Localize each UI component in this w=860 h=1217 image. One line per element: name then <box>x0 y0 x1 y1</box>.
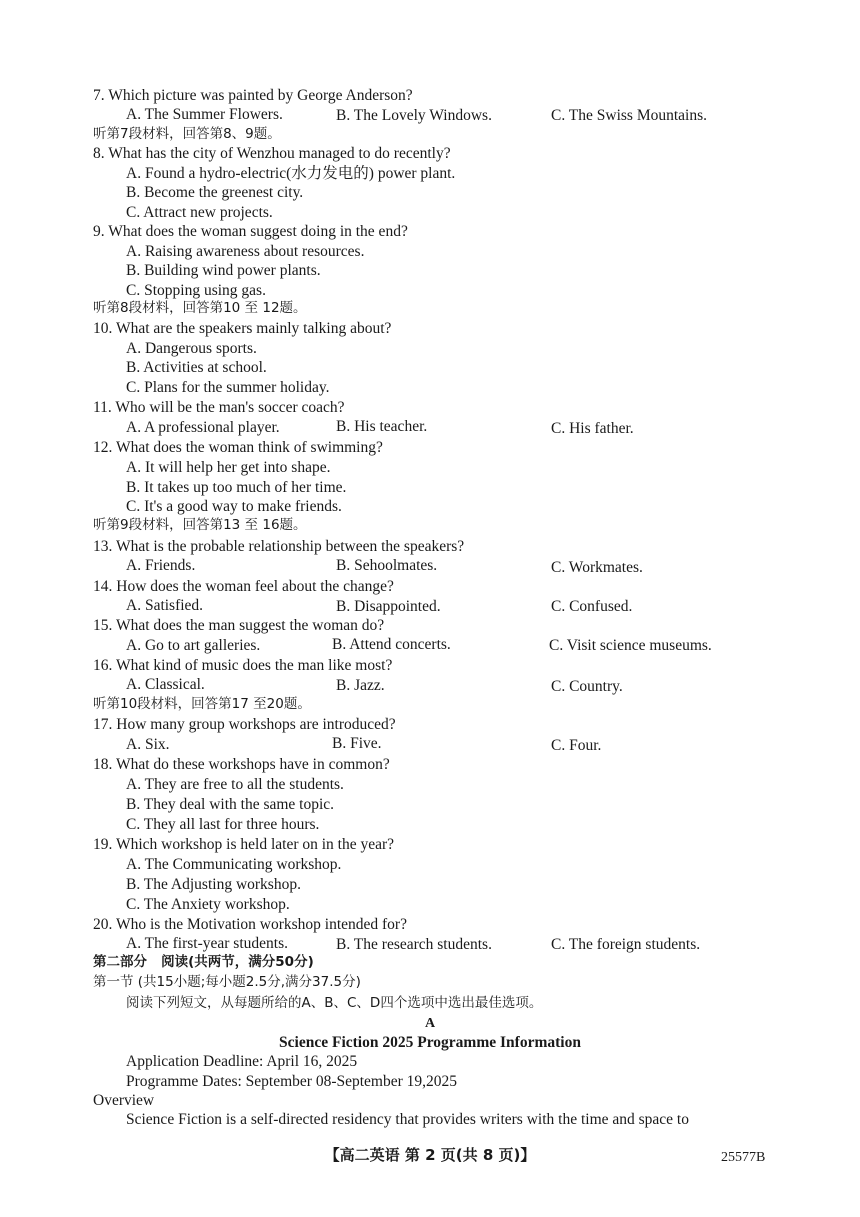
question-8-option-b: B. Become the greenest city. <box>126 184 304 201</box>
question-20-option-c: C. The foreign students. <box>551 936 701 953</box>
question-18-stem: 18. What do these workshops have in common? <box>93 756 390 773</box>
passage-title: Science Fiction 2025 Programme Information <box>279 1034 581 1051</box>
question-19-option-b: B. The Adjusting workshop. <box>126 876 301 893</box>
question-7-option-c: C. The Swiss Mountains. <box>551 107 708 124</box>
question-13-option-b: B. Sehoolmates. <box>336 557 438 574</box>
question-13-option-a: A. Friends. <box>126 557 196 574</box>
part-2-label: 第二部分 <box>93 954 147 970</box>
question-13-option-c: C. Workmates. <box>551 559 643 576</box>
question-17-option-c: C. Four. <box>551 737 602 754</box>
part-2-heading <box>93 953 314 972</box>
question-8-option-a: A. Found a hydro-electric(水力发电的) power plant. <box>126 165 456 182</box>
question-9-stem: 9. What does the woman suggest doing in the end? <box>93 223 408 240</box>
paper-code: 25577B <box>721 1150 766 1165</box>
application-deadline: Application Deadline: April 16, 2025 <box>126 1053 358 1070</box>
question-18-option-c: C. They all last for three hours. <box>126 816 320 833</box>
question-19-option-c: C. The Anxiety workshop. <box>126 896 290 913</box>
programme-dates: Programme Dates: September 08-September 19,2025 <box>126 1073 458 1090</box>
question-20-option-b: B. The research students. <box>336 936 492 953</box>
section-7-instruction: 听第7段材料，回答第8、9题。 <box>93 126 281 142</box>
question-12-option-a: A. It will help her get into shape. <box>126 459 331 476</box>
question-20-option-a: A. The first-year students. <box>126 935 288 952</box>
question-16-stem: 16. What kind of music does the man like most? <box>93 657 393 674</box>
question-16-option-b: B. Jazz. <box>336 677 385 694</box>
question-15-option-c: C. Visit science museums. <box>549 637 712 654</box>
question-9-option-b: B. Building wind power plants. <box>126 262 321 279</box>
question-10-stem: 10. What are the speakers mainly talking about? <box>93 320 392 337</box>
question-15-stem: 15. What does the man suggest the woman do? <box>93 617 385 634</box>
question-16-option-a: A. Classical. <box>126 676 205 693</box>
question-19-stem: 19. Which workshop is held later on in the year? <box>93 836 395 853</box>
question-11-stem: 11. Who will be the man's soccer coach? <box>93 399 345 416</box>
question-8-option-c: C. Attract new projects. <box>126 204 273 221</box>
page-footer-label: 【高二英语 第 2 页(共 8 页)】 <box>324 1146 536 1164</box>
question-19-option-a: A. The Communicating workshop. <box>126 856 342 873</box>
question-20-stem: 20. Who is the Motivation workshop intended for? <box>93 916 407 933</box>
question-15-option-a: A. Go to art galleries. <box>126 637 261 654</box>
section-8-instruction: 听第8段材料，回答第10 至 12题。 <box>93 300 307 316</box>
question-7-option-b: B. The Lovely Windows. <box>336 107 492 124</box>
question-14-stem: 14. How does the woman feel about the change? <box>93 578 394 595</box>
overview-heading: Overview <box>93 1092 155 1109</box>
question-12-option-c: C. It's a good way to make friends. <box>126 498 342 515</box>
question-12-option-b: B. It takes up too much of her time. <box>126 479 347 496</box>
reading-instruction: 阅读下列短文，从每题所给的A、B、C、D四个选项中选出最佳选项。 <box>126 995 543 1011</box>
question-9-option-a: A. Raising awareness about resources. <box>126 243 365 260</box>
question-10-option-a: A. Dangerous sports. <box>126 340 257 357</box>
question-12-stem: 12. What does the woman think of swimming? <box>93 439 383 456</box>
passage-letter: A <box>424 1016 436 1031</box>
question-10-option-c: C. Plans for the summer holiday. <box>126 379 330 396</box>
question-18-option-a: A. They are free to all the students. <box>126 776 344 793</box>
question-8-stem: 8. What has the city of Wenzhou managed to do recently? <box>93 145 451 162</box>
question-14-option-b: B. Disappointed. <box>336 598 441 615</box>
question-7-option-a: A. The Summer Flowers. <box>126 106 283 123</box>
question-17-stem: 17. How many group workshops are introduced? <box>93 716 396 733</box>
question-17-option-b: B. Five. <box>332 735 382 752</box>
question-16-option-c: C. Country. <box>551 678 623 695</box>
question-11-option-c: C. His father. <box>551 420 634 437</box>
part-2-title: 阅读(共两节，满分50分) <box>161 954 314 970</box>
question-14-option-c: C. Confused. <box>551 598 633 615</box>
section-10-instruction: 听第10段材料，回答第17 至20题。 <box>93 696 311 712</box>
question-13-stem: 13. What is the probable relationship between the speakers? <box>93 538 465 555</box>
passage-paragraph: Science Fiction is a self-directed residency that provides writers with the time and space to <box>126 1111 689 1128</box>
question-11-option-a: A. A professional player. <box>126 419 280 436</box>
question-17-option-a: A. Six. <box>126 736 170 753</box>
section-1-subheading: 第一节 (共15小题;每小题2.5分,满分37.5分) <box>93 974 361 990</box>
question-15-option-b: B. Attend concerts. <box>332 636 451 653</box>
question-10-option-b: B. Activities at school. <box>126 359 267 376</box>
question-18-option-b: B. They deal with the same topic. <box>126 796 335 813</box>
question-9-option-c: C. Stopping using gas. <box>126 282 266 299</box>
question-11-option-b: B. His teacher. <box>336 418 428 435</box>
question-7-stem: 7. Which picture was painted by George Anderson? <box>93 87 413 104</box>
question-14-option-a: A. Satisfied. <box>126 597 204 614</box>
section-9-instruction: 听第9段材料，回答第13 至 16题。 <box>93 517 307 533</box>
